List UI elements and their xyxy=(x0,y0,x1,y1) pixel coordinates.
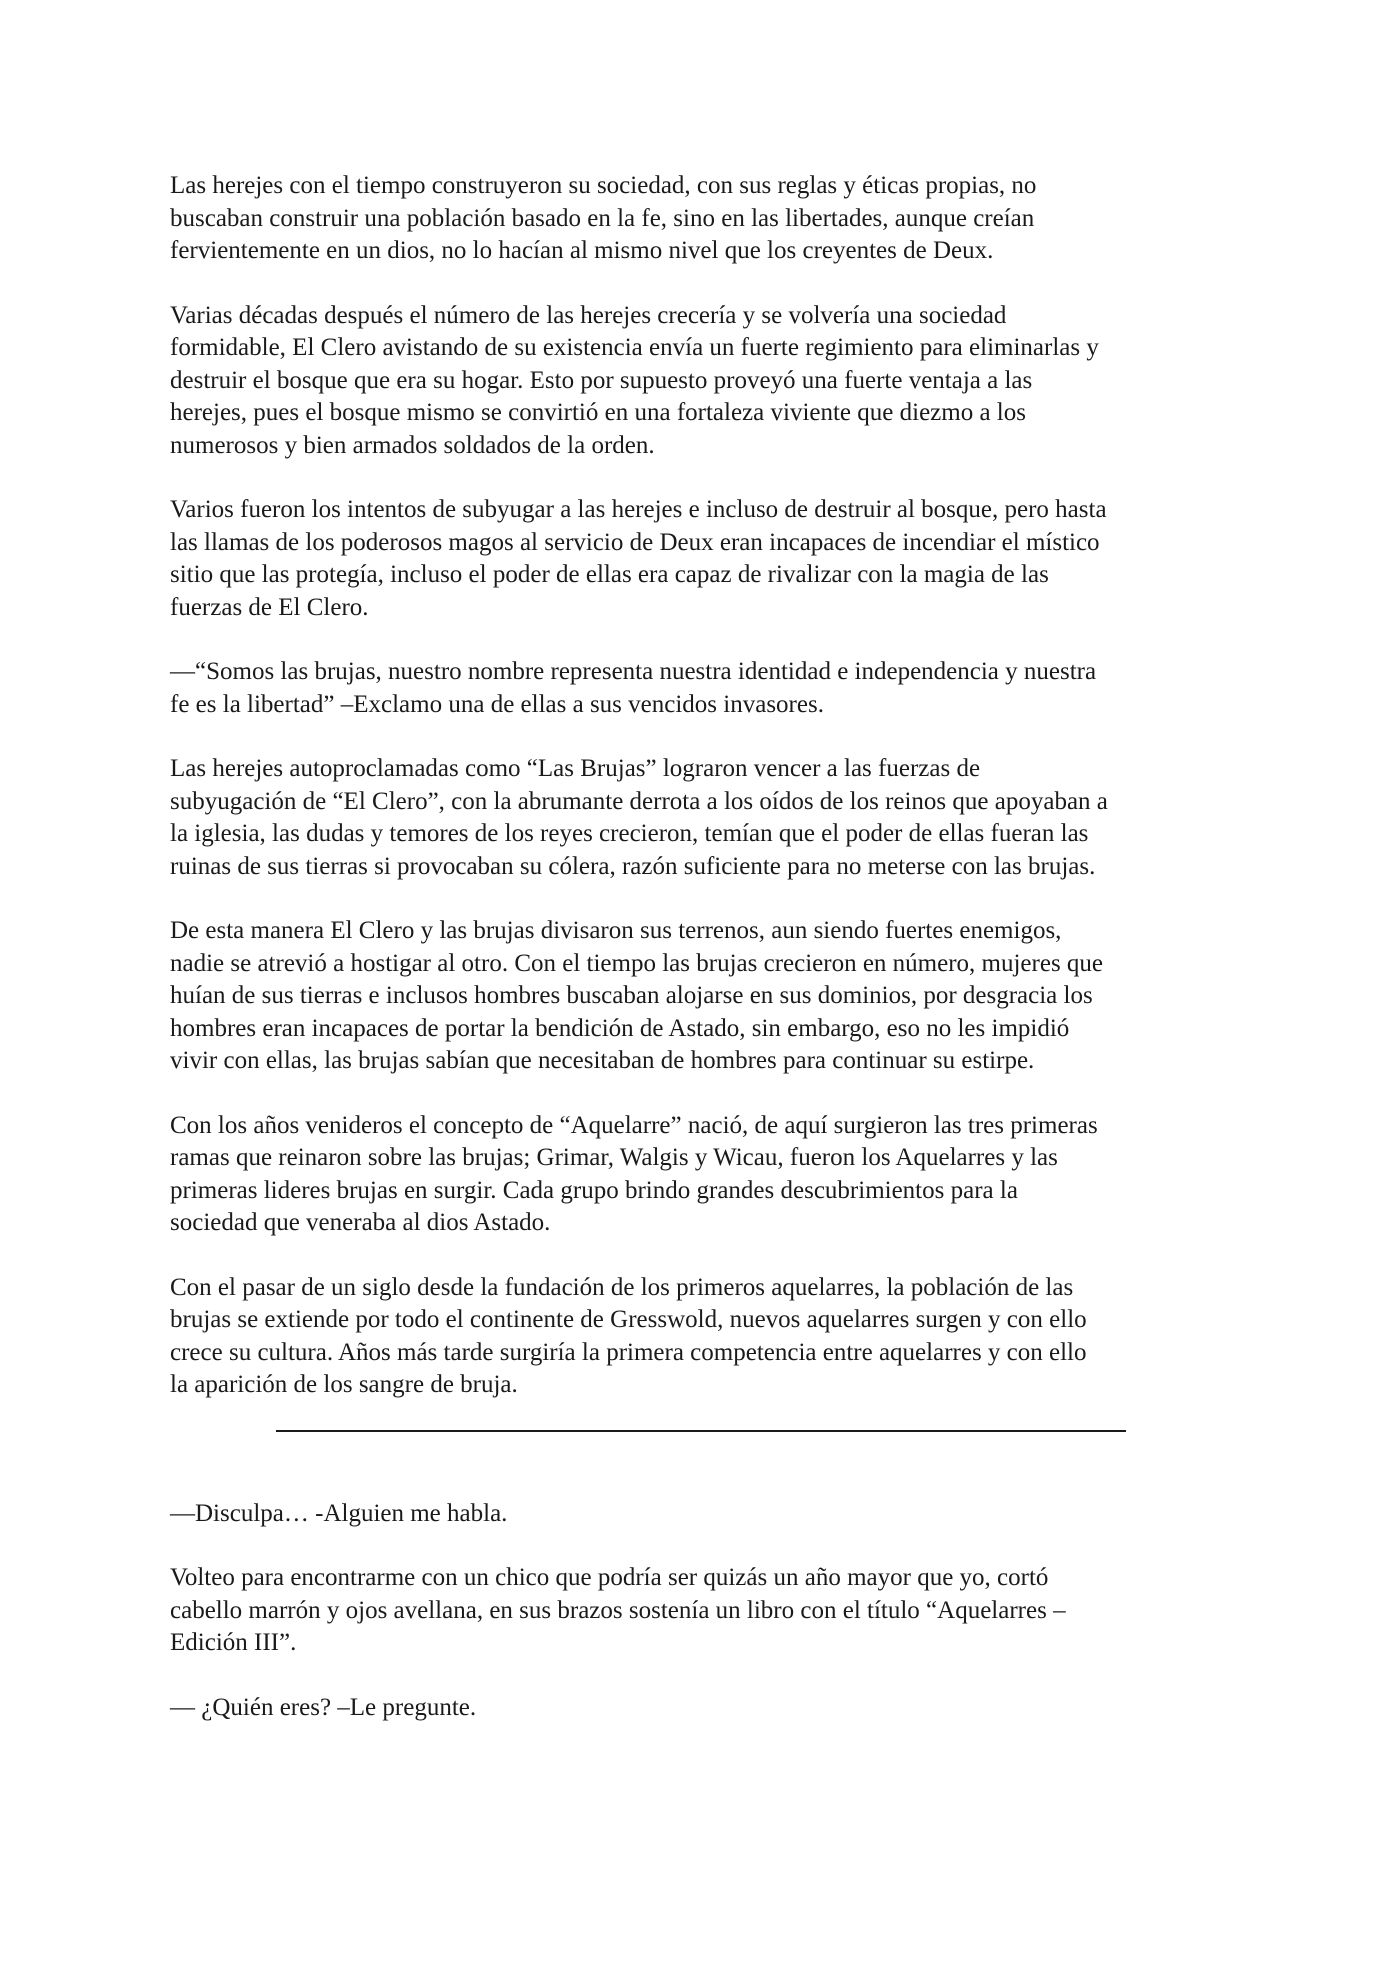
text-line: — ¿Quién eres? –Le pregunte. xyxy=(170,1693,477,1721)
text-line: hombres eran incapaces de portar la bendición de Astado, sin embargo, eso no les impidió xyxy=(170,1014,1070,1042)
text-line: primeras lideres brujas en surgir. Cada grupo brindo grandes descubrimientos para la xyxy=(170,1176,1018,1204)
text-line: herejes, pues el bosque mismo se convirtió en una fortaleza viviente que diezmo a los xyxy=(170,399,1026,426)
paragraph xyxy=(170,1692,1245,1725)
dialogue-section xyxy=(170,1498,1245,1725)
paragraph xyxy=(170,300,1245,463)
text-line: subyugación de “El Clero”, con la abrumante derrota a los oídos de los reinos que apoyaban a xyxy=(170,787,1108,815)
text-line: formidable, El Clero avistando de su existencia envía un fuerte regimiento para eliminarlas y xyxy=(170,334,1099,361)
text-line: sitio que las protegía, incluso el poder de ellas era capaz de rivalizar con la magia de las xyxy=(170,561,1049,588)
text-line: De esta manera El Clero y las brujas divisaron sus terrenos, aun siendo fuertes enemigos, xyxy=(170,917,1062,944)
text-line: huían de sus tierras e inclusos hombres buscaban alojarse en sus dominios, por desgracia los xyxy=(170,982,1093,1009)
paragraph xyxy=(170,753,1245,883)
paragraph xyxy=(170,1498,1245,1531)
paragraph xyxy=(170,915,1245,1078)
text-line: vivir con ellas, las brujas sabían que necesitaban de hombres para continuar su estirpe. xyxy=(170,1047,1035,1074)
text-line: ruinas de sus tierras si provocaban su cólera, razón suficiente para no meterse con las brujas. xyxy=(170,852,1096,880)
section-divider xyxy=(276,1430,1126,1432)
text-line: buscaban construir una población basado en la fe, sino en las libertades, aunque creían xyxy=(170,204,1035,232)
text-line: Con el pasar de un siglo desde la fundación de los primeros aquelarres, la población de las xyxy=(170,1273,1074,1301)
text-line: numerosos y bien armados soldados de la orden. xyxy=(170,431,655,459)
text-line: sociedad que veneraba al dios Astado. xyxy=(170,1209,551,1236)
text-line: ramas que reinaron sobre las brujas; Grimar, Walgis y Wicau, fueron los Aquelarres y las xyxy=(170,1144,1058,1171)
text-line: Las herejes con el tiempo construyeron su sociedad, con sus reglas y éticas propias, no xyxy=(170,172,1037,199)
text-line: brujas se extiende por todo el continente de Gresswold, nuevos aquelarres surgen y con ello xyxy=(170,1306,1087,1333)
text-line: cabello marrón y ojos avellana, en sus brazos sostenía un libro con el título “Aquelarres – xyxy=(170,1596,1066,1624)
text-line: las llamas de los poderosos magos al servicio de Deux eran incapaces de incendiar el místico xyxy=(170,528,1100,556)
text-line: crece su cultura. Años más tarde surgiría la primera competencia entre aquelarres y con ello xyxy=(170,1338,1087,1366)
text-line: Edición III”. xyxy=(170,1629,297,1656)
text-line: fe es la libertad” –Exclamo una de ellas a sus vencidos invasores. xyxy=(170,690,824,718)
paragraph xyxy=(170,656,1245,721)
text-line: Con los años venideros el concepto de “Aquelarre” nació, de aquí surgieron las tres primeras xyxy=(170,1111,1098,1139)
paragraph xyxy=(170,1110,1245,1240)
text-line: fervientemente en un dios, no lo hacían al mismo nivel que los creyentes de Deux. xyxy=(170,237,994,264)
text-line: —“Somos las brujas, nuestro nombre representa nuestra identidad e independencia y nuestra xyxy=(170,658,1097,685)
paragraph xyxy=(170,170,1245,268)
paragraph xyxy=(170,494,1245,624)
text-line: Varias décadas después el número de las herejes crecería y se volvería una sociedad xyxy=(170,301,1007,329)
text-line: fuerzas de El Clero. xyxy=(170,593,369,621)
text-line: Varios fueron los intentos de subyugar a las herejes e incluso de destruir al bosque, pero hasta xyxy=(170,496,1107,523)
document-body xyxy=(170,170,1245,1756)
text-line: la aparición de los sangre de bruja. xyxy=(170,1371,518,1398)
text-line: nadie se atrevió a hostigar al otro. Con el tiempo las brujas crecieron en número, mujeres que xyxy=(170,949,1104,977)
text-line: Volteo para encontrarme con un chico que podría ser quizás un año mayor que yo, cortó xyxy=(170,1564,1049,1591)
text-line: Las herejes autoproclamadas como “Las Brujas” lograron vencer a las fuerzas de xyxy=(170,755,981,782)
paragraph xyxy=(170,1272,1245,1402)
text-line: destruir el bosque que era su hogar. Esto por supuesto proveyó una fuerte ventaja a las xyxy=(170,366,1033,394)
paragraph xyxy=(170,1562,1245,1660)
text-line: la iglesia, las dudas y temores de los reyes crecieron, temían que el poder de ellas fueran las xyxy=(170,820,1089,847)
text-line: —Disculpa… -Alguien me habla. xyxy=(170,1499,508,1527)
